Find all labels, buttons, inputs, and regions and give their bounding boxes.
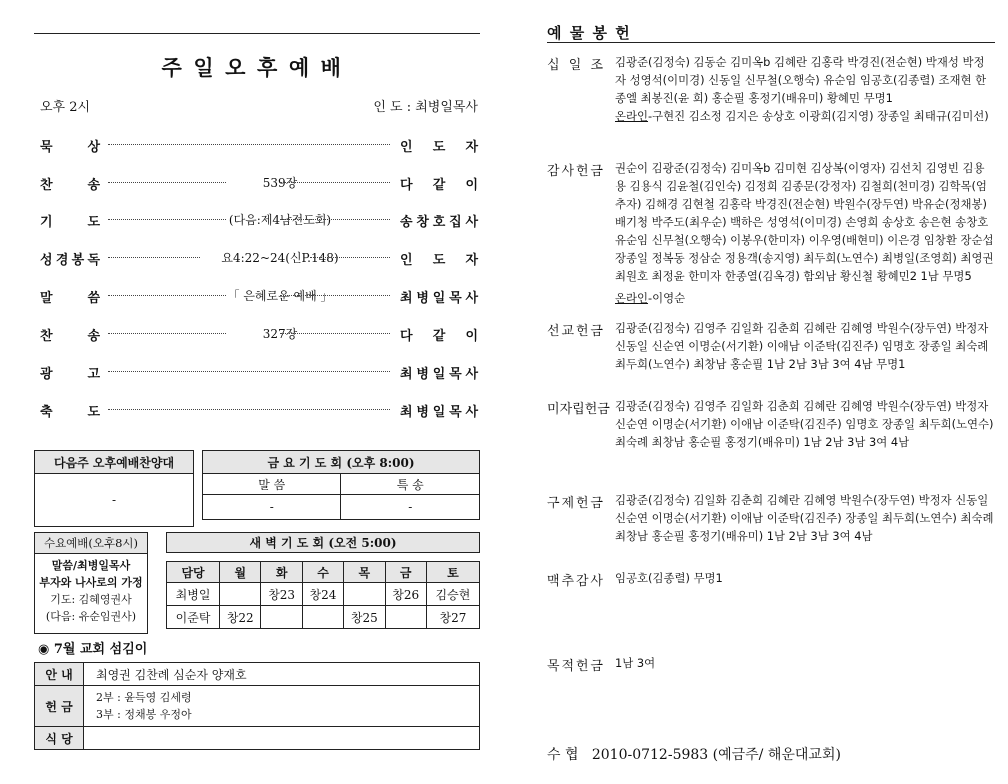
wednesday-details [35, 554, 148, 634]
offering-names-text: 김광준(김정숙) 김영주 김일화 김춘희 김혜란 김혜영 박원수(장두연) 박정자 신동일 신순연 이명순(서기환) 이애남 이준탁(김진주) 임명호 장종일 최숙례 최두희(노연수) 최창남 홍순필 1남 2남 3남 3여 4남 무명1 [615, 321, 989, 371]
serving-title: ◉ 7월 교회 섬김이 [38, 642, 148, 657]
friday-prayer-table [202, 450, 480, 520]
dot-leader [108, 371, 390, 372]
offering-category-label: 미 자 립 헌 금 [547, 402, 610, 417]
online-offering-line [615, 289, 995, 307]
offering-names [615, 53, 995, 125]
dining-names [84, 727, 480, 750]
dawn-leader-cell: 이준탁 [167, 606, 220, 629]
order-label: 성 경 봉 독 [40, 253, 100, 268]
online-label: 온라인 [615, 291, 649, 305]
online-label: 온라인 [615, 109, 649, 123]
offering-usher-label: 헌 금 [35, 686, 84, 727]
wednesday-next: (다음: 유순임권사) [45, 610, 137, 623]
dawn-day-cell: 창22 [220, 606, 261, 629]
order-responsible: 다 같 이 [400, 329, 478, 344]
next-choir-value: - [35, 474, 194, 527]
dawn-header-cell: 토 [426, 562, 479, 583]
friday-sermon-value: - [203, 495, 341, 520]
dot-leader [280, 219, 390, 220]
dawn-day-cell: 창25 [344, 606, 385, 629]
offering-usher-3rd: 3부 : 정채봉 우정아 [96, 708, 192, 721]
dawn-day-cell: 창23 [261, 583, 302, 606]
order-label: 묵 상 [40, 140, 100, 155]
dawn-header-cell: 수 [302, 562, 343, 583]
dawn-day-cell: 창27 [426, 606, 479, 629]
offering-usher-names [84, 686, 480, 727]
order-responsible: 인 도 자 [400, 253, 478, 268]
order-label: 기 도 [40, 215, 100, 230]
dawn-header-cell: 담당 [167, 562, 220, 583]
dot-leader [108, 144, 390, 145]
dot-leader [108, 409, 390, 410]
offerings-title: 예물봉헌 [547, 24, 638, 42]
order-item [40, 249, 478, 269]
offering-names [615, 569, 995, 587]
order-item [40, 325, 478, 345]
dawn-header-cell: 화 [261, 562, 302, 583]
offering-category-label: 선 교 헌 금 [547, 324, 603, 339]
offering-names-text: 김광준(김정숙) 김일화 김춘희 김혜란 김혜영 박원수(장두연) 박정자 신동일 신순연 이명순(서기환) 이애남 이준탁(김진주) 장종일 최두희(노연수) 최숙례 최창남 홍순필 홍정기(배유미) 1남 2남 3남 3여 4남 [615, 493, 994, 543]
dot-leader [108, 219, 226, 220]
offering-category-label: 구 제 헌 금 [547, 496, 603, 511]
offering-names-text: 임공호(김종렬) 무명1 [615, 571, 723, 585]
dawn-row [167, 583, 480, 606]
dawn-day-cell: 김승현 [426, 583, 479, 606]
guide-names: 최영권 김찬례 심순자 양재호 [84, 663, 480, 686]
order-responsible: 최 병 일 목 사 [400, 291, 478, 306]
dawn-day-cell [385, 606, 426, 629]
online-names: -이영순 [648, 291, 686, 305]
friday-sermon-header: 말 씀 [203, 474, 341, 495]
dawn-header-cell: 월 [220, 562, 261, 583]
offering-category-label: 맥 추 감 사 [547, 574, 603, 589]
dawn-day-cell [261, 606, 302, 629]
wednesday-prayer: 기도: 김혜영권사 [50, 593, 132, 606]
order-responsible: 송 창 호 집 사 [400, 215, 478, 230]
dawn-day-cell [344, 583, 385, 606]
offering-names-text: 김광준(김정숙) 김동순 김미옥b 김혜란 김홍락 박경진(전순현) 박재성 박정자 성영석(이미경) 신동일 신무철(오행숙) 유순임 임공호(김종렬) 조재현 한종엘 최봉진(윤 희) 홍순필 홍정기(배유미) 황혜민 무명1 [615, 55, 987, 105]
order-detail: 「 은혜로운 예배 」 [227, 289, 333, 303]
dining-label: 식 당 [35, 727, 84, 750]
dawn-leader-cell: 최병일 [167, 583, 220, 606]
order-item [40, 174, 478, 194]
dawn-prayer-table [166, 561, 480, 629]
order-detail: 327장 [262, 327, 298, 341]
friday-special-song-value: - [341, 495, 480, 520]
offering-usher-2nd: 2부 : 윤득영 김세령 [96, 691, 192, 704]
order-label: 찬 송 [40, 329, 100, 344]
top-rule [34, 33, 480, 34]
order-responsible: 다 같 이 [400, 178, 478, 193]
order-responsible: 최 병 일 목 사 [400, 405, 478, 420]
offering-names [615, 491, 995, 545]
order-detail: 요4:22~24(신P.148) [221, 251, 339, 265]
wednesday-preacher: 말씀/최병일목사 [51, 559, 131, 572]
dot-leader [280, 182, 390, 183]
dot-leader [108, 333, 226, 334]
order-label: 축 도 [40, 405, 100, 420]
dot-leader [108, 257, 200, 258]
wednesday-sermon: 부자와 나사로의 가정 [39, 576, 143, 589]
order-label: 찬 송 [40, 178, 100, 193]
offering-category-label: 감 사 헌 금 [547, 164, 603, 179]
dot-leader [310, 257, 390, 258]
offering-names [615, 654, 995, 672]
order-responsible: 인 도 자 [400, 140, 478, 155]
order-label: 말 씀 [40, 291, 100, 306]
order-label: 광 고 [40, 367, 100, 382]
dawn-row [167, 606, 480, 629]
dot-leader [280, 333, 390, 334]
wednesday-table [34, 532, 148, 634]
dawn-day-cell: 창24 [302, 583, 343, 606]
offering-names-text: 김광준(김정숙) 김영주 김일화 김춘희 김혜란 김혜영 박원수(장두연) 박정자 신순연 이명순(서기환) 이애남 이준탁(김진주) 임명호 장종일 최두희(노연수) 최숙례 최창남 홍순필 홍정기(배유미) 1남 2남 3남 3여 4남 [615, 399, 994, 449]
offerings-rule [547, 42, 995, 43]
online-offering-line [615, 107, 995, 125]
dawn-header-cell: 목 [344, 562, 385, 583]
order-item [40, 211, 478, 231]
dawn-day-cell: 창26 [385, 583, 426, 606]
offering-names [615, 397, 995, 451]
next-choir-table [34, 450, 194, 527]
service-time: 오후 2시 [40, 100, 91, 115]
online-names: -구현진 김소정 김지은 송상호 이광희(김지영) 장종일 최태규(김미선) [648, 109, 989, 123]
dawn-header-cell: 금 [385, 562, 426, 583]
order-item [40, 136, 478, 156]
order-item [40, 401, 478, 421]
dot-leader [108, 295, 226, 296]
offering-names-text: 권순이 김광준(김정숙) 김미옥b 김미현 김상복(이영자) 김선치 김영빈 김용용 김용식 김윤철(김인숙) 김정희 김종문(강정자) 김철희(천미경) 김학목(엄추자) 김해경 김현철 김홍락 박경진(전순현) 박원수(장두연) 박유순(정채봉) 배기청 박주도(최우순) 백하은 성영석(이미경) 손영희 송상호 송은현 송창호 유순임 신무철(오행숙) 이봉우(한미자) 이우영(배현미) 이은경 임창환 장순섭 장종일 정복동 정삼순 정용객(송지영) 최두희(노연수) 최병일(조영희) 최영권 최원호 최정윤 한미자 한종열(김옥경) 함외남 황신철 황혜민2 1남 무명5 [615, 161, 994, 283]
next-choir-title: 다음주 오후예배찬양대 [35, 451, 194, 474]
page-title: 주일오후예배 [161, 55, 353, 80]
dawn-day-cell [302, 606, 343, 629]
offering-names [615, 319, 995, 373]
service-leader: 인 도 : 최병일목사 [373, 100, 478, 115]
order-detail: (다음:제4남전도회) [228, 213, 332, 227]
offering-names-text: 1남 3여 [615, 656, 656, 670]
offering-category-label: 십 일 조 [547, 58, 603, 73]
offering-names [615, 159, 995, 307]
dot-leader [108, 182, 226, 183]
dawn-day-cell [220, 583, 261, 606]
dawn-prayer-title: 새 벽 기 도 회 (오전 5:00) [166, 532, 480, 553]
dot-leader [280, 295, 390, 296]
friday-prayer-title: 금 요 기 도 회 (오후 8:00) [203, 451, 480, 474]
order-responsible: 최 병 일 목 사 [400, 367, 478, 382]
wednesday-title: 수요예배(오후8시) [35, 533, 148, 554]
order-detail: 539장 [262, 176, 298, 190]
bank-account: 수 협 2010-0712-5983 (예금주/ 해운대교회) [547, 747, 841, 763]
serving-table [34, 662, 480, 750]
order-item [40, 363, 478, 383]
offering-category-label: 목 적 헌 금 [547, 659, 603, 674]
order-item [40, 287, 478, 307]
guide-label: 안 내 [35, 663, 84, 686]
friday-special-song-header: 특 송 [341, 474, 480, 495]
